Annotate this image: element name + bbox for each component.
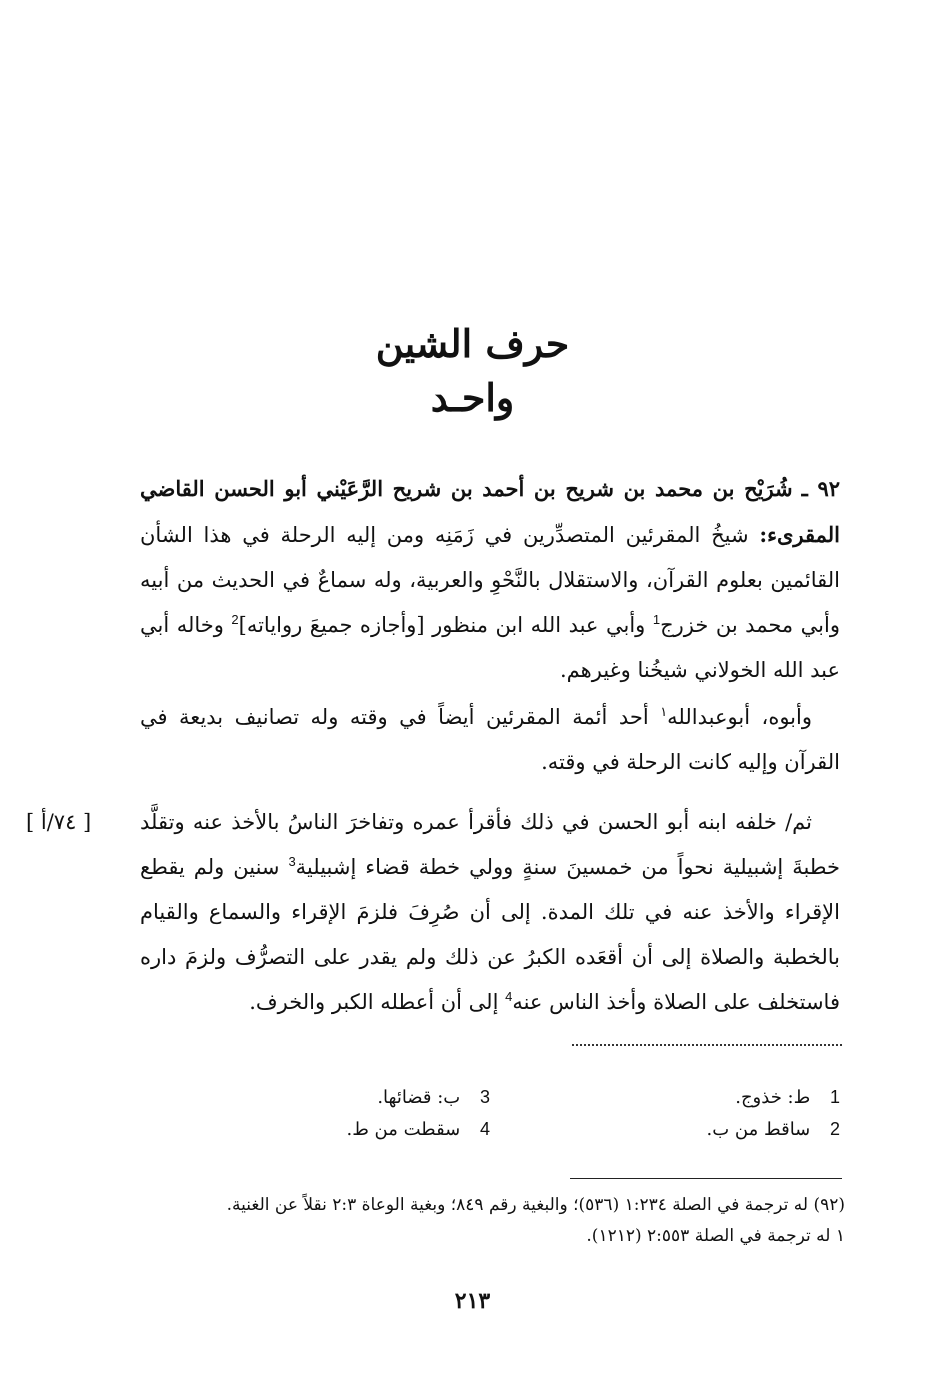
variant-note bbox=[735, 1082, 840, 1113]
variant-number: 2 bbox=[829, 1119, 840, 1139]
footnote-father-source: ١ له ترجمة في الصلة ٢:٥٥٣ (١٢١٢). bbox=[586, 1226, 845, 1246]
paragraph-son bbox=[140, 800, 840, 1025]
paragraph2-text-a: وأبوه، أبوعبدالله bbox=[667, 705, 812, 729]
variant-number: 3 bbox=[479, 1087, 490, 1107]
footnote-marker-1: 1 bbox=[652, 612, 661, 627]
entry-text-c: وخاله أبي عبد الله الخولاني شيخُنا وغيرهم. bbox=[140, 613, 840, 682]
entry-text-b: وأبي عبد الله ابن منظور [وأجازه جميعَ رواياته] bbox=[238, 613, 646, 637]
paragraph3-text-b: سنين ولم يقطع الإقراء والأخذ عنه في تلك المدة. إلى أن صُرِفَ فلزمَ الإقراء والسماع والقيام بالخطبة والصلاة إلى أن أقعَده الكبرُ عن ذلك ولم يقدر على التصرُّف ولزمَ داره فاستخلف على الصلاة وأخذ الناس عنه bbox=[140, 855, 840, 1014]
footnote-marker-3: 3 bbox=[288, 854, 296, 869]
paragraph2-text-b: أحد أئمة المقرئين أيضاً في وقته وله تصانيف بديعة في القرآن وإليه كانت الرحلة في وقته. bbox=[140, 705, 840, 774]
variant-note bbox=[346, 1114, 490, 1145]
footnote-marker-arabic-1: ١ bbox=[660, 704, 668, 719]
manuscript-folio-reference: [ ٧٤/أ ] bbox=[26, 810, 92, 834]
entry-number: ٩٢ ـ bbox=[801, 476, 840, 501]
entry-name: شُرَيْح بن محمد بن شريح بن أحمد بن شريح الرَّعَيْني أبو الحسن القاضي المقرىء: bbox=[140, 476, 840, 547]
variant-note bbox=[707, 1114, 840, 1145]
variant-number: 4 bbox=[479, 1119, 490, 1139]
paragraph3-text-a: ثم/ خلفه ابنه أبو الحسن في ذلك فأقرأ عمره وتفاخرَ الناسُ بالأخذ عنه وتقلَّد خطبةَ إشبيلية نحواً من خمسينَ سنةٍ وولي خطة قضاء إشبيلية bbox=[140, 810, 840, 879]
footnote-entry-source: (٩٢) له ترجمة في الصلة ١:٢٣٤ (٥٣٦)؛ والبغية رقم ٨٤٩؛ وبغية الوعاة ٢:٣ نقلاً عن الغنية. bbox=[226, 1195, 845, 1215]
variants-divider bbox=[572, 1044, 842, 1046]
footnote-marker-2: 2 bbox=[231, 612, 239, 627]
variant-number: 1 bbox=[829, 1087, 840, 1107]
chapter-subtitle: واحـد bbox=[430, 375, 515, 420]
paragraph3-text-c: إلى أن أعطله الكبر والخرف. bbox=[249, 990, 499, 1014]
variant-note bbox=[377, 1082, 490, 1113]
entry-text-a: شيخُ المقرئين المتصدِّرين في زَمَنِه ومن إليه الرحلة في هذا الشأن القائمين بعلوم القرآن، والاستقلال بالنَّحْوِ والعربية، وله سماعٌ في الحديث من أبيه وأبي محمد بن خزرج bbox=[140, 523, 840, 637]
footnote-marker-4: 4 bbox=[505, 989, 513, 1004]
paragraph-father bbox=[140, 695, 840, 785]
chapter-title: حرف الشين bbox=[375, 321, 570, 366]
footnotes-divider bbox=[570, 1178, 842, 1179]
variant-text: سقطت من ط. bbox=[346, 1119, 461, 1140]
page-number: ٢١٣ bbox=[454, 1288, 491, 1314]
variant-text: ط: خذوج. bbox=[735, 1087, 811, 1108]
variant-text: ب: قضائها. bbox=[377, 1087, 461, 1108]
variant-text: ساقط من ب. bbox=[706, 1119, 811, 1140]
entry-paragraph bbox=[140, 466, 840, 693]
